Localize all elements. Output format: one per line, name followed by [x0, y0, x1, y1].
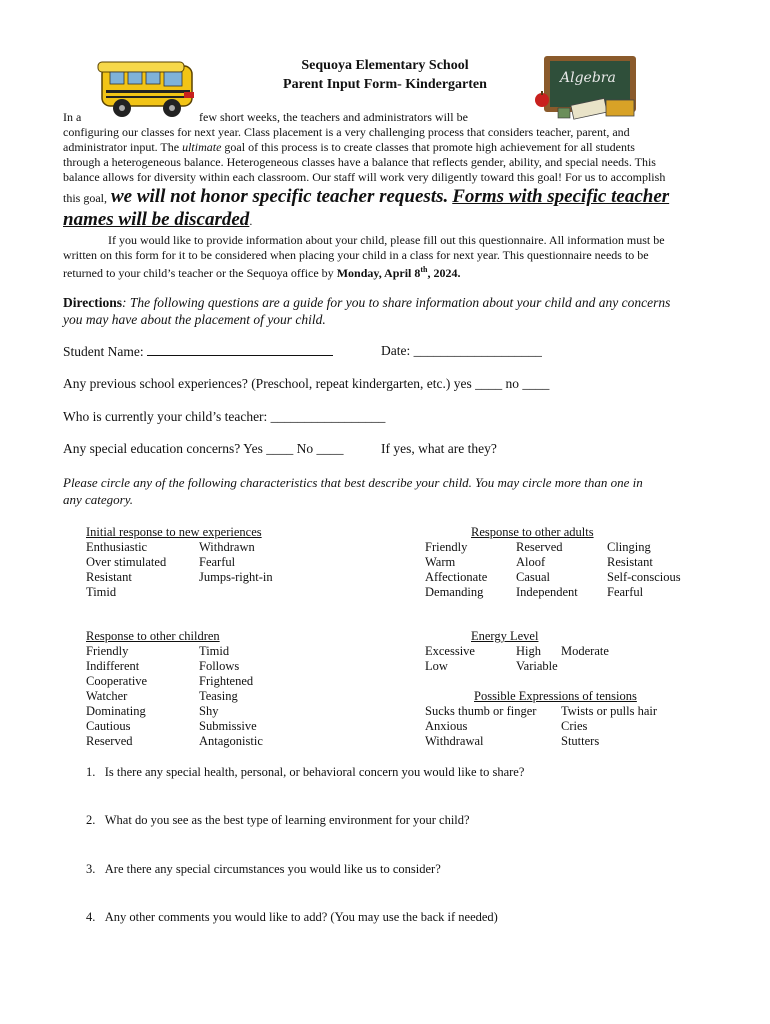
- instructions-line-3-a: returned to your child’s teacher or the Sequoya office by: [63, 266, 334, 280]
- trait-option[interactable]: Indifferent: [86, 659, 140, 673]
- trait-option[interactable]: Cooperative: [86, 674, 148, 688]
- discard-warning-part-1: Forms with specific teacher: [452, 186, 670, 207]
- deadline-sup: th: [420, 265, 428, 274]
- trait-option[interactable]: Independent: [516, 585, 578, 599]
- discard-warning-part-2: names will be discarded: [63, 209, 250, 230]
- new-experiences-col-2: [199, 540, 273, 585]
- trait-option[interactable]: Affectionate: [425, 570, 488, 584]
- student-name-label: Student Name:: [63, 344, 147, 359]
- energy-heading: Energy Level: [471, 629, 539, 643]
- trait-option[interactable]: Casual: [516, 570, 551, 584]
- question-4[interactable]: [86, 910, 498, 925]
- intro-line-3: [63, 140, 635, 155]
- other-adults-col-2: [516, 540, 578, 600]
- trait-option[interactable]: Twists or pulls hair: [561, 704, 657, 718]
- trait-option[interactable]: Friendly: [86, 644, 129, 658]
- question-3[interactable]: [86, 862, 441, 877]
- other-adults-heading: Response to other adults: [471, 525, 594, 539]
- energy-col-2: [516, 644, 558, 674]
- trait-option[interactable]: Shy: [199, 704, 219, 718]
- trait-option[interactable]: Excessive: [425, 644, 475, 658]
- trait-option[interactable]: Enthusiastic: [86, 540, 148, 554]
- previous-school-field[interactable]: Any previous school experiences? (Preschool, repeat kindergarten, etc.) yes ____ no ____: [63, 376, 550, 391]
- trait-option[interactable]: Teasing: [199, 689, 238, 703]
- directions: [63, 294, 670, 328]
- trait-option[interactable]: Anxious: [425, 719, 468, 733]
- deadline: [337, 266, 461, 280]
- instructions-line-1: If you would like to provide information about your child, please fill out this questionnaire. All information must be: [108, 233, 665, 247]
- trait-option[interactable]: Self-conscious: [607, 570, 681, 584]
- intro-line-1b: few short weeks, the teachers and administrators will be: [199, 110, 468, 124]
- intro-line-3-b: goal of this process is to create classes that promote high achievement for all students: [224, 140, 635, 154]
- trait-option[interactable]: Aloof: [516, 555, 546, 569]
- trait-option[interactable]: Reserved: [86, 734, 133, 748]
- trait-option[interactable]: Sucks thumb or finger: [425, 704, 537, 718]
- trait-option[interactable]: Clinging: [607, 540, 651, 554]
- circle-instructions-1: Please circle any of the following characteristics that best describe your child. You may circle more than one in: [63, 475, 643, 490]
- school-name: Sequoya Elementary School: [301, 58, 469, 73]
- trait-option[interactable]: Jumps-right-in: [199, 570, 273, 584]
- date-field[interactable]: Date: ___________________: [381, 343, 542, 358]
- trait-option[interactable]: Timid: [86, 585, 117, 599]
- intro-line-4: through a heterogeneous balance. Heterogeneous classes have a balance that reflects gender, ability, and special needs. This: [63, 155, 656, 169]
- other-adults-col-3: [607, 540, 681, 600]
- question-2[interactable]: [86, 813, 470, 828]
- trait-option[interactable]: Friendly: [425, 540, 468, 554]
- trait-option[interactable]: Fearful: [607, 585, 644, 599]
- deadline-date: Monday, April 8: [336, 266, 421, 280]
- deadline-year: , 2024.: [427, 266, 461, 280]
- trait-option[interactable]: Reserved: [516, 540, 563, 554]
- new-experiences-heading: Initial response to new experiences: [86, 525, 262, 539]
- trait-option[interactable]: Submissive: [199, 719, 257, 733]
- energy-col-1: [425, 644, 475, 674]
- trait-option[interactable]: Resistant: [607, 555, 653, 569]
- trait-option[interactable]: Cries: [561, 719, 588, 733]
- tensions-heading: Possible Expressions of tensions: [474, 689, 637, 703]
- question-text: What do you see as the best type of learning environment for your child?: [104, 813, 470, 827]
- directions-text-2: you may have about the placement of your child.: [63, 312, 326, 327]
- question-1[interactable]: [86, 765, 524, 780]
- school-bus-icon: [96, 52, 200, 124]
- other-children-col-2: [199, 644, 263, 749]
- directions-text-1: : The following questions are a guide for you to share information about your child and any concerns: [122, 295, 671, 310]
- trait-option[interactable]: Frightened: [199, 674, 254, 688]
- trait-option[interactable]: Withdrawal: [425, 734, 484, 748]
- circle-instructions: [63, 474, 643, 508]
- question-text: Any other comments you would like to add? (You may use the back if needed): [104, 910, 498, 924]
- trait-option[interactable]: Over stimulated: [86, 555, 167, 569]
- question-number: 4.: [86, 910, 96, 924]
- instructions-line-3: [63, 263, 461, 281]
- intro-line-1a: In a: [63, 110, 82, 124]
- trait-option[interactable]: Stutters: [561, 734, 600, 748]
- trait-option[interactable]: Low: [425, 659, 448, 673]
- form-title: Parent Input Form- Kindergarten: [283, 77, 487, 92]
- chalkboard-icon: [528, 52, 643, 124]
- question-text: Are there any special circumstances you would like us to consider?: [104, 862, 441, 876]
- student-name-field: [63, 343, 333, 360]
- chalkboard-text: Algebra: [560, 70, 616, 86]
- no-requests-warning: we will not honor specific teacher requests.: [111, 186, 449, 207]
- tensions-col-1: [425, 704, 536, 749]
- tensions-col-2: [561, 704, 657, 749]
- trait-option[interactable]: Follows: [199, 659, 240, 673]
- intro-line-3-a: administrator input. The: [63, 140, 180, 154]
- intro-line-3-em: ultimate: [182, 140, 222, 154]
- question-number: 1.: [86, 765, 96, 779]
- trait-option[interactable]: Dominating: [86, 704, 146, 718]
- other-children-heading: Response to other children: [86, 629, 220, 643]
- trait-option[interactable]: Warm: [425, 555, 456, 569]
- trait-option[interactable]: Demanding: [425, 585, 484, 599]
- special-ed-followup: If yes, what are they?: [381, 441, 497, 456]
- instructions-line-2: written on this form for it to be considered when placing your child in a class for next year. This questionnaire needs to be: [63, 248, 649, 262]
- circle-instructions-2: any category.: [63, 492, 134, 507]
- intro-line-6: [63, 186, 669, 208]
- intro-line-2: configuring our classes for next year. Class placement is a very challenging process that considers teacher, parent, and: [63, 125, 630, 139]
- intro-line-7-end: .: [249, 214, 253, 228]
- trait-option[interactable]: Timid: [199, 644, 230, 658]
- trait-option[interactable]: Cautious: [86, 719, 131, 733]
- trait-option[interactable]: High: [516, 644, 541, 658]
- current-teacher-field[interactable]: Who is currently your child’s teacher: _________________: [63, 409, 386, 424]
- intro-line-7: [63, 209, 252, 231]
- trait-option[interactable]: Fearful: [199, 555, 236, 569]
- question-number: 2.: [86, 813, 96, 827]
- directions-label: Directions: [63, 295, 122, 310]
- trait-option[interactable]: Antagonistic: [199, 734, 263, 748]
- trait-option[interactable]: Moderate: [561, 644, 609, 658]
- question-number: 3.: [86, 862, 96, 876]
- new-experiences-col-1: [86, 540, 166, 600]
- student-name-input[interactable]: [147, 343, 333, 356]
- special-ed-field[interactable]: Any special education concerns? Yes ____ No ____: [63, 441, 344, 456]
- trait-option[interactable]: Resistant: [86, 570, 132, 584]
- intro-line-5: balance allows for diversity within each classroom. Our staff will work very diligently toward this goal! For us to accomplish: [63, 170, 666, 184]
- trait-option[interactable]: Withdrawn: [199, 540, 255, 554]
- energy-col-3: [561, 644, 609, 659]
- trait-option[interactable]: Variable: [516, 659, 558, 673]
- question-text: Is there any special health, personal, or behavioral concern you would like to share?: [104, 765, 525, 779]
- intro-line-6-a: this goal,: [63, 191, 107, 205]
- trait-option[interactable]: Watcher: [86, 689, 128, 703]
- other-children-col-1: [86, 644, 147, 749]
- other-adults-col-1: [425, 540, 487, 600]
